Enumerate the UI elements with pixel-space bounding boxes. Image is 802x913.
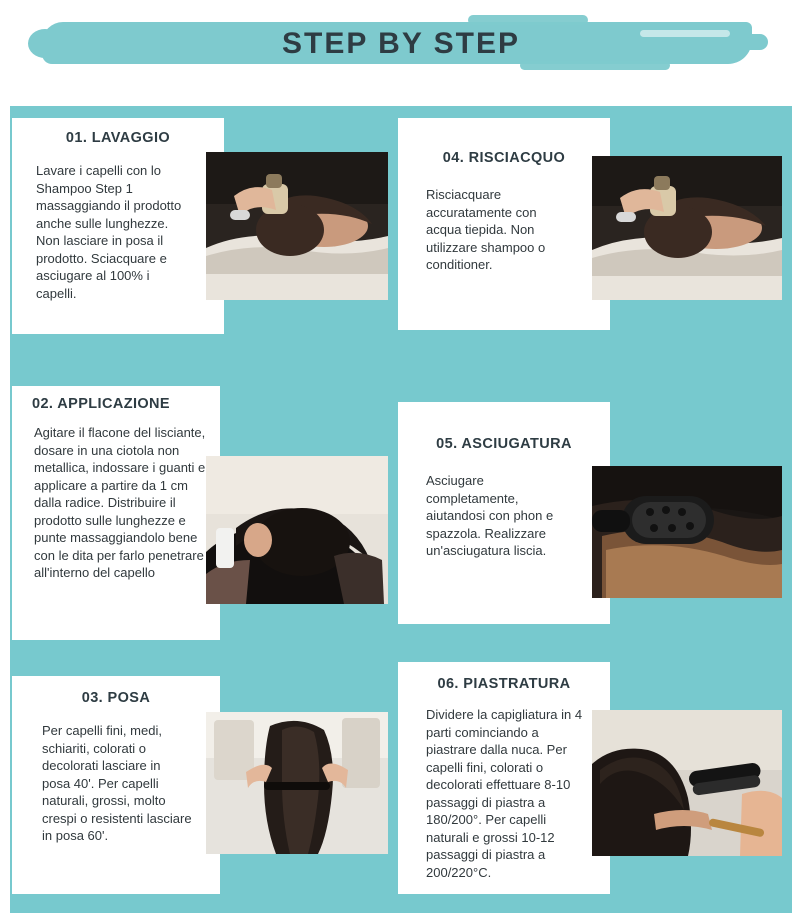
step-image-05	[592, 466, 782, 598]
header-brushstroke-accent-bottom	[520, 61, 670, 70]
step-title: 06. PIASTRATURA	[437, 676, 571, 692]
page-right-margin	[791, 0, 802, 913]
page-header	[0, 0, 802, 106]
step-title: 01. LAVAGGIO	[65, 130, 171, 146]
step-body: Per capelli fini, medi, schiariti, colorati o decolorati lasciare in posa 40'. Per capelli naturali, grossi, molto crespi o resistenti lasciare in posa 60'.	[42, 723, 192, 843]
step-image-06	[592, 710, 782, 856]
step-title: 04. RISCIACQUO	[442, 150, 566, 166]
step-body: Lavare i capelli con lo Shampoo Step 1 massaggiando il prodotto anche sulle lunghezze. Non lasciare in posa il prodotto. Sciacquare e asciugare al 100% i capelli.	[36, 163, 182, 301]
header-brushstroke-accent-top	[468, 15, 588, 25]
page-title: STEP BY STEP	[282, 27, 520, 60]
step-title: 03. POSA	[81, 690, 151, 706]
step-image-02	[206, 456, 388, 604]
step-image-01	[206, 152, 388, 300]
step-body: Agitare il flacone del lisciante, dosare in una ciotola non metallica, indossare i guanti e applicare a partire da 1 cm dalla radice. Distribuire il prodotto sulle lunghezze e punte massaggiandolo bene con le dita per farlo penetrare all'interno del capello	[34, 425, 206, 580]
step-body: Dividere la capigliatura in 4 parti cominciando a piastrare dalla nuca. Per capelli fini, colorati o decolorati effettuare 8-10 passaggi di piastra a 180/200°. Per capelli naturali e grossi 10-12 passaggi di piastra a 200/220°C.	[426, 707, 583, 880]
step-image-04	[592, 156, 782, 300]
step-title: 02. APPLICAZIONE	[32, 396, 170, 412]
step-card-02	[12, 386, 220, 640]
round-brush-blowdry-photo-icon	[592, 466, 782, 598]
step-image-03	[206, 712, 388, 854]
hair-straightener-photo-icon	[592, 710, 782, 856]
applying-product-photo-icon	[206, 456, 388, 604]
step-body: Risciacquare accuratamente con acqua tiepida. Non utilizzare shampoo o conditioner.	[426, 187, 546, 272]
step-card-05	[398, 402, 610, 624]
step-card-03	[12, 676, 220, 894]
step-title: 05. ASCIUGATURA	[436, 436, 572, 452]
step-card-04	[398, 118, 610, 330]
rinsing-hair-photo-icon	[592, 156, 782, 300]
washing-hair-photo-icon	[206, 152, 388, 300]
step-card-01	[12, 118, 224, 334]
step-card-06	[398, 662, 610, 894]
step-body: Asciugare completamente, aiutandosi con phon e spazzola. Realizzare un'asciugatura liscia.	[426, 473, 554, 558]
long-hair-back-photo-icon	[206, 712, 388, 854]
